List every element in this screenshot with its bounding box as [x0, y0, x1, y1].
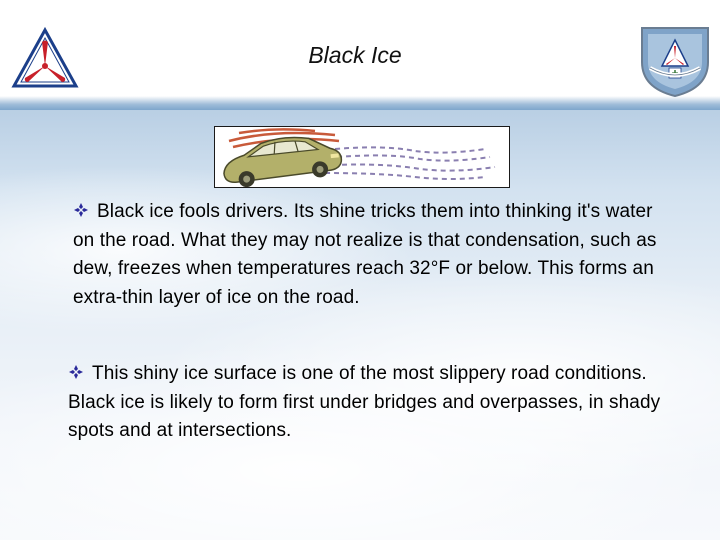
- bullet-text-2: This shiny ice surface is one of the most slippery road conditions. Black ice is likely to form first under bridges and overpasses, in shady spots and at intersections.: [68, 363, 661, 441]
- skidding-car-picture: [214, 126, 510, 188]
- slide-title: Black Ice: [308, 42, 402, 68]
- header-divider-band: [0, 96, 720, 110]
- skidding-car-illustration-icon: [215, 127, 509, 187]
- propeller-triangle-logo-icon: [10, 26, 80, 90]
- bullet-text-1: Black ice fools drivers. Its shine tricks them into thinking it's water on the road. What they may not realize is that condensation, such as dew, freezes when temperatures reach 32°F or below. This forms an extra-thin layer of ice on the road.: [73, 201, 657, 308]
- wing-emblem-shield-icon: [636, 22, 714, 98]
- bullet-item-1: [73, 198, 673, 312]
- diamond-bullet-icon: [73, 199, 89, 215]
- bullet-item-2: [68, 360, 678, 446]
- diamond-bullet-icon: [68, 361, 84, 377]
